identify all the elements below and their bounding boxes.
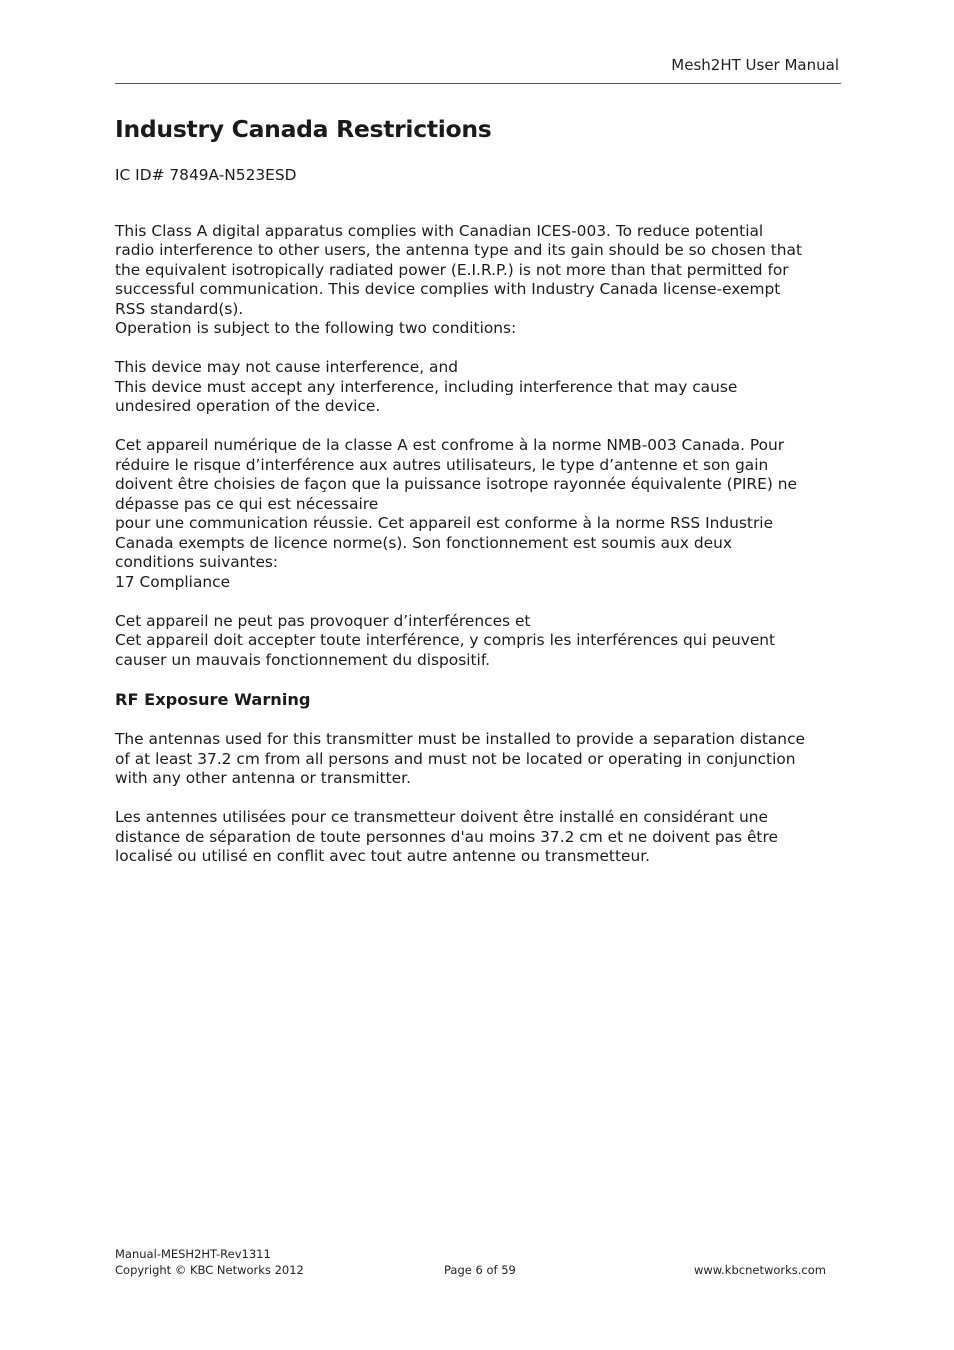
english-conditions-paragraph	[115, 358, 841, 417]
text-line: of at least 37.2 cm from all persons and must not be located or operating in conjunction	[115, 749, 796, 768]
english-intro-paragraph	[115, 222, 841, 339]
header-divider	[115, 83, 841, 84]
text-line: Canada exempts de licence norme(s). Son fonctionnement est soumis aux deux	[115, 533, 732, 552]
running-header: Mesh2HT User Manual	[671, 56, 839, 74]
text-line: with any other antenna or transmitter.	[115, 769, 411, 787]
text-line: undesired operation of the device.	[115, 397, 381, 415]
text-line: distance de séparation de toute personnes d'au moins 37.2 cm et ne doivent pas être	[115, 827, 778, 846]
website-url: www.kbcnetworks.com	[693, 1262, 826, 1277]
document-id: Manual-MESH2HT-Rev1311	[115, 1247, 271, 1261]
rf-exposure-heading: RF Exposure Warning	[115, 690, 311, 709]
text-line: This Class A digital apparatus complies with Canadian ICES-003. To reduce potential	[115, 221, 764, 240]
french-intro-paragraph	[115, 436, 841, 592]
text-line: conditions suivantes:	[115, 553, 279, 571]
text-line: doivent être choisies de façon que la puissance isotrope rayonnée équivalente (PIRE) ne	[115, 475, 797, 493]
page-number: Page 6 of 59	[444, 1262, 516, 1277]
text-line: successful communication. This device complies with Industry Canada license-exempt	[115, 280, 781, 298]
rf-french-paragraph	[115, 808, 841, 867]
ic-id-line: IC ID# 7849A-N523ESD	[115, 166, 297, 184]
text-line: 17 Compliance	[115, 572, 231, 591]
text-line: Les antennes utilisées pour ce transmetteur doivent être installé en considérant une	[115, 808, 768, 826]
text-line: dépasse pas ce qui est nécessaire	[115, 494, 379, 513]
footer-left-block	[115, 1247, 304, 1278]
text-line: causer un mauvais fonctionnement du dispositif.	[115, 650, 491, 669]
text-line: Cet appareil ne peut pas provoquer d’interférences et	[115, 611, 531, 630]
rf-english-paragraph	[115, 730, 841, 789]
text-line: localisé ou utilisé en conflit avec tout autre antenne ou transmetteur.	[115, 847, 651, 865]
page-footer	[115, 1247, 826, 1281]
text-line: The antennas used for this transmitter must be installed to provide a separation distance	[115, 730, 805, 748]
text-line: réduire le risque d’interférence aux autres utilisateurs, le type d’antenne et son gain	[115, 455, 769, 474]
text-line: Operation is subject to the following two conditions:	[115, 319, 517, 337]
section-heading: Industry Canada Restrictions	[115, 115, 492, 143]
text-line: the equivalent isotropically radiated power (E.I.R.P.) is not more than that permitted for	[115, 260, 789, 279]
copyright-notice: Copyright © KBC Networks 2012	[115, 1262, 304, 1277]
text-line: This device must accept any interference, including interference that may cause	[115, 377, 738, 396]
text-line: radio interference to other users, the antenna type and its gain should be so chosen that	[115, 241, 803, 259]
text-line: Cet appareil numérique de la classe A est confrome à la norme NMB-003 Canada. Pour	[115, 436, 785, 454]
text-line: pour une communication réussie. Cet appareil est conforme à la norme RSS Industrie	[115, 514, 774, 532]
page-content	[115, 114, 841, 867]
french-conditions-paragraph	[115, 612, 841, 671]
text-line: RSS standard(s).	[115, 299, 244, 318]
text-line: Cet appareil doit accepter toute interférence, y compris les interférences qui peuvent	[115, 631, 776, 649]
text-line: This device may not cause interference, and	[115, 358, 458, 376]
